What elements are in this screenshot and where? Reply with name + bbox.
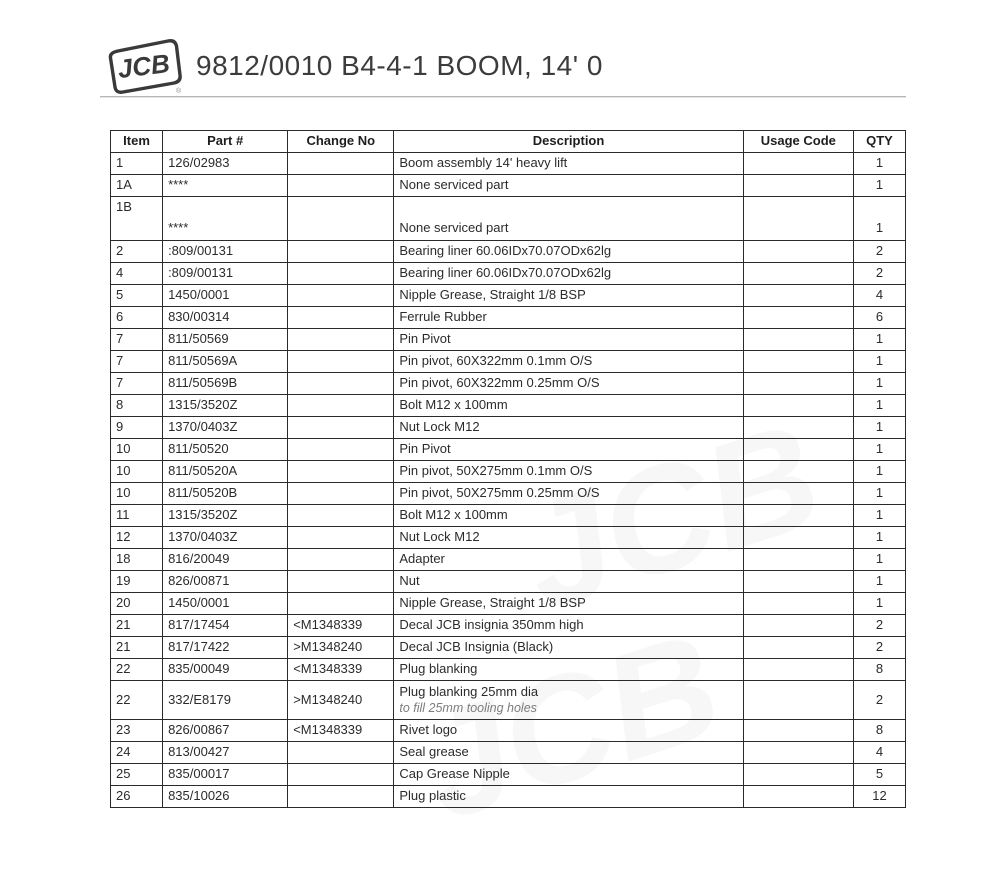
table-row bbox=[111, 351, 906, 373]
table-row bbox=[111, 786, 906, 808]
table-row bbox=[111, 549, 906, 571]
cell-qty: 12 bbox=[853, 786, 905, 808]
page-header bbox=[106, 38, 603, 94]
cell-usage-code bbox=[743, 786, 853, 808]
cell-description: Pin pivot, 60X322mm 0.1mm O/S bbox=[394, 351, 743, 373]
column-header-part: Part # bbox=[163, 131, 288, 153]
cell-part-number: 1370/0403Z bbox=[163, 417, 288, 439]
cell-description: Adapter bbox=[394, 549, 743, 571]
cell-usage-code bbox=[743, 720, 853, 742]
cell-qty: 4 bbox=[853, 285, 905, 307]
cell-part-number: 826/00871 bbox=[163, 571, 288, 593]
cell-qty: 1 bbox=[853, 571, 905, 593]
cell-qty: 8 bbox=[853, 720, 905, 742]
cell-part-number: 813/00427 bbox=[163, 742, 288, 764]
cell-description: Nut Lock M12 bbox=[394, 527, 743, 549]
cell-change-no bbox=[288, 549, 394, 571]
cell-part-number: **** bbox=[163, 175, 288, 197]
cell-usage-code bbox=[743, 637, 853, 659]
cell-qty: 1 bbox=[853, 593, 905, 615]
parts-table-body bbox=[111, 153, 906, 808]
cell-qty: 1 bbox=[853, 549, 905, 571]
column-header-description: Description bbox=[394, 131, 743, 153]
table-row bbox=[111, 329, 906, 351]
cell-part-number: 126/02983 bbox=[163, 153, 288, 175]
cell-change-no bbox=[288, 461, 394, 483]
cell-item: 1A bbox=[111, 175, 163, 197]
cell-qty: 1 bbox=[853, 417, 905, 439]
cell-item: 10 bbox=[111, 439, 163, 461]
cell-usage-code bbox=[743, 593, 853, 615]
cell-item: 21 bbox=[111, 637, 163, 659]
cell-part-number: 1315/3520Z bbox=[163, 505, 288, 527]
cell-qty: 1 bbox=[853, 395, 905, 417]
cell-item: 22 bbox=[111, 659, 163, 681]
cell-item: 23 bbox=[111, 720, 163, 742]
cell-description: Pin pivot, 50X275mm 0.1mm O/S bbox=[394, 461, 743, 483]
cell-item: 11 bbox=[111, 505, 163, 527]
table-row bbox=[111, 263, 906, 285]
cell-change-no bbox=[288, 153, 394, 175]
cell-qty: 1 bbox=[853, 527, 905, 549]
cell-description: Seal grease bbox=[394, 742, 743, 764]
cell-item: 10 bbox=[111, 483, 163, 505]
cell-change-no bbox=[288, 285, 394, 307]
cell-item: 8 bbox=[111, 395, 163, 417]
cell-part-number: 835/10026 bbox=[163, 786, 288, 808]
cell-item: 26 bbox=[111, 786, 163, 808]
cell-item: 7 bbox=[111, 351, 163, 373]
table-row bbox=[111, 153, 906, 175]
table-row bbox=[111, 241, 906, 263]
cell-item: 24 bbox=[111, 742, 163, 764]
cell-description: Pin Pivot bbox=[394, 329, 743, 351]
cell-description: Bolt M12 x 100mm bbox=[394, 505, 743, 527]
column-header-qty: QTY bbox=[853, 131, 905, 153]
cell-qty: 1 bbox=[853, 153, 905, 175]
cell-part-number: 816/20049 bbox=[163, 549, 288, 571]
cell-change-no: >M1348240 bbox=[288, 637, 394, 659]
table-row bbox=[111, 593, 906, 615]
cell-usage-code bbox=[743, 505, 853, 527]
cell-item: 7 bbox=[111, 373, 163, 395]
cell-description: Nipple Grease, Straight 1/8 BSP bbox=[394, 285, 743, 307]
table-row bbox=[111, 285, 906, 307]
cell-usage-code bbox=[743, 461, 853, 483]
cell-usage-code bbox=[743, 764, 853, 786]
cell-item: 1B bbox=[111, 197, 163, 241]
table-row bbox=[111, 483, 906, 505]
cell-usage-code bbox=[743, 742, 853, 764]
cell-usage-code bbox=[743, 681, 853, 720]
description-note: to fill 25mm tooling holes bbox=[399, 700, 537, 715]
cell-usage-code bbox=[743, 153, 853, 175]
cell-description: None serviced part bbox=[394, 197, 743, 241]
cell-part-number: 1315/3520Z bbox=[163, 395, 288, 417]
cell-description: None serviced part bbox=[394, 175, 743, 197]
cell-qty: 2 bbox=[853, 241, 905, 263]
cell-qty: 1 bbox=[853, 505, 905, 527]
cell-part-number: 811/50520 bbox=[163, 439, 288, 461]
cell-part-number: 811/50520B bbox=[163, 483, 288, 505]
table-row bbox=[111, 742, 906, 764]
cell-description: Boom assembly 14' heavy lift bbox=[394, 153, 743, 175]
cell-usage-code bbox=[743, 307, 853, 329]
cell-item: 18 bbox=[111, 549, 163, 571]
cell-part-number: 1450/0001 bbox=[163, 285, 288, 307]
cell-change-no bbox=[288, 505, 394, 527]
cell-part-number: 817/17454 bbox=[163, 615, 288, 637]
cell-change-no bbox=[288, 764, 394, 786]
cell-qty: 6 bbox=[853, 307, 905, 329]
cell-item: 25 bbox=[111, 764, 163, 786]
table-row bbox=[111, 197, 906, 241]
cell-item: 19 bbox=[111, 571, 163, 593]
cell-usage-code bbox=[743, 263, 853, 285]
cell-usage-code bbox=[743, 439, 853, 461]
cell-usage-code bbox=[743, 615, 853, 637]
cell-part-number: 835/00049 bbox=[163, 659, 288, 681]
cell-item: 12 bbox=[111, 527, 163, 549]
cell-description: Nut Lock M12 bbox=[394, 417, 743, 439]
cell-part-number: 811/50520A bbox=[163, 461, 288, 483]
table-row bbox=[111, 659, 906, 681]
cell-description: Bearing liner 60.06IDx70.07ODx62lg bbox=[394, 263, 743, 285]
cell-part-number: 811/50569A bbox=[163, 351, 288, 373]
table-row bbox=[111, 615, 906, 637]
cell-usage-code bbox=[743, 549, 853, 571]
cell-part-number: 332/E8179 bbox=[163, 681, 288, 720]
cell-part-number: :809/00131 bbox=[163, 263, 288, 285]
cell-usage-code bbox=[743, 571, 853, 593]
cell-qty: 1 bbox=[853, 373, 905, 395]
cell-usage-code bbox=[743, 329, 853, 351]
table-row bbox=[111, 461, 906, 483]
cell-change-no bbox=[288, 175, 394, 197]
table-row bbox=[111, 373, 906, 395]
cell-usage-code bbox=[743, 351, 853, 373]
table-row bbox=[111, 527, 906, 549]
table-row bbox=[111, 439, 906, 461]
cell-change-no bbox=[288, 307, 394, 329]
cell-part-number: 811/50569 bbox=[163, 329, 288, 351]
column-header-item: Item bbox=[111, 131, 163, 153]
cell-description: Pin Pivot bbox=[394, 439, 743, 461]
cell-item: 1 bbox=[111, 153, 163, 175]
cell-part-number: 826/00867 bbox=[163, 720, 288, 742]
cell-item: 20 bbox=[111, 593, 163, 615]
table-row bbox=[111, 175, 906, 197]
cell-usage-code bbox=[743, 395, 853, 417]
cell-usage-code bbox=[743, 527, 853, 549]
cell-qty: 1 bbox=[853, 329, 905, 351]
cell-change-no bbox=[288, 786, 394, 808]
cell-qty: 1 bbox=[853, 461, 905, 483]
cell-item: 6 bbox=[111, 307, 163, 329]
table-row bbox=[111, 505, 906, 527]
cell-qty: 2 bbox=[853, 681, 905, 720]
cell-qty: 1 bbox=[853, 483, 905, 505]
cell-item: 4 bbox=[111, 263, 163, 285]
cell-change-no bbox=[288, 263, 394, 285]
table-row bbox=[111, 417, 906, 439]
cell-usage-code bbox=[743, 417, 853, 439]
cell-part-number: 835/00017 bbox=[163, 764, 288, 786]
cell-description: Plug blanking bbox=[394, 659, 743, 681]
cell-qty: 2 bbox=[853, 637, 905, 659]
cell-change-no bbox=[288, 417, 394, 439]
cell-description: Nut bbox=[394, 571, 743, 593]
cell-item: 9 bbox=[111, 417, 163, 439]
column-header-change-no: Change No bbox=[288, 131, 394, 153]
cell-usage-code bbox=[743, 197, 853, 241]
cell-description: Pin pivot, 50X275mm 0.25mm O/S bbox=[394, 483, 743, 505]
cell-description: Bearing liner 60.06IDx70.07ODx62lg bbox=[394, 241, 743, 263]
cell-description: Nipple Grease, Straight 1/8 BSP bbox=[394, 593, 743, 615]
cell-qty: 1 bbox=[853, 439, 905, 461]
table-row bbox=[111, 307, 906, 329]
svg-text:JCB: JCB bbox=[116, 47, 172, 85]
cell-item: 22 bbox=[111, 681, 163, 720]
cell-change-no: <M1348339 bbox=[288, 659, 394, 681]
cell-change-no bbox=[288, 593, 394, 615]
cell-description: Decal JCB Insignia (Black) bbox=[394, 637, 743, 659]
cell-change-no bbox=[288, 483, 394, 505]
cell-usage-code bbox=[743, 483, 853, 505]
cell-item: 5 bbox=[111, 285, 163, 307]
cell-usage-code bbox=[743, 175, 853, 197]
cell-qty: 2 bbox=[853, 263, 905, 285]
cell-change-no bbox=[288, 351, 394, 373]
table-row bbox=[111, 764, 906, 786]
cell-change-no bbox=[288, 742, 394, 764]
cell-part-number: 1370/0403Z bbox=[163, 527, 288, 549]
header-divider bbox=[100, 96, 906, 98]
table-row bbox=[111, 681, 906, 720]
cell-description: Plug blanking 25mm dia to fill 25mm tooling holes bbox=[394, 681, 743, 720]
cell-qty: 5 bbox=[853, 764, 905, 786]
table-row bbox=[111, 395, 906, 417]
cell-item: 2 bbox=[111, 241, 163, 263]
cell-qty: 1 bbox=[853, 175, 905, 197]
cell-description: Bolt M12 x 100mm bbox=[394, 395, 743, 417]
cell-part-number: :809/00131 bbox=[163, 241, 288, 263]
table-row bbox=[111, 720, 906, 742]
cell-change-no: <M1348339 bbox=[288, 615, 394, 637]
cell-change-no bbox=[288, 395, 394, 417]
registered-mark: ® bbox=[176, 88, 182, 94]
cell-qty: 2 bbox=[853, 615, 905, 637]
cell-change-no bbox=[288, 527, 394, 549]
parts-table-header bbox=[111, 131, 906, 153]
cell-item: 10 bbox=[111, 461, 163, 483]
cell-description: Cap Grease Nipple bbox=[394, 764, 743, 786]
cell-change-no bbox=[288, 241, 394, 263]
table-row bbox=[111, 571, 906, 593]
cell-usage-code bbox=[743, 285, 853, 307]
page-title: 9812/0010 B4-4-1 BOOM, 14' 0 bbox=[196, 50, 603, 81]
cell-usage-code bbox=[743, 373, 853, 395]
header-row bbox=[111, 131, 906, 153]
cell-item: 21 bbox=[111, 615, 163, 637]
jcb-logo-icon bbox=[106, 38, 182, 94]
cell-description: Ferrule Rubber bbox=[394, 307, 743, 329]
cell-usage-code bbox=[743, 659, 853, 681]
cell-description: Plug plastic bbox=[394, 786, 743, 808]
cell-description: Rivet logo bbox=[394, 720, 743, 742]
cell-qty: 4 bbox=[853, 742, 905, 764]
cell-description: Pin pivot, 60X322mm 0.25mm O/S bbox=[394, 373, 743, 395]
cell-change-no bbox=[288, 571, 394, 593]
cell-description: Decal JCB insignia 350mm high bbox=[394, 615, 743, 637]
cell-usage-code bbox=[743, 241, 853, 263]
cell-change-no bbox=[288, 373, 394, 395]
cell-change-no bbox=[288, 439, 394, 461]
cell-change-no bbox=[288, 329, 394, 351]
cell-part-number: 817/17422 bbox=[163, 637, 288, 659]
cell-part-number: 830/00314 bbox=[163, 307, 288, 329]
cell-qty: 1 bbox=[853, 197, 905, 241]
cell-part-number: 1450/0001 bbox=[163, 593, 288, 615]
cell-change-no bbox=[288, 197, 394, 241]
cell-part-number: 811/50569B bbox=[163, 373, 288, 395]
parts-table bbox=[110, 130, 906, 808]
cell-qty: 1 bbox=[853, 351, 905, 373]
column-header-usage-code: Usage Code bbox=[743, 131, 853, 153]
table-row bbox=[111, 637, 906, 659]
cell-change-no: >M1348240 bbox=[288, 681, 394, 720]
cell-qty: 8 bbox=[853, 659, 905, 681]
cell-change-no: <M1348339 bbox=[288, 720, 394, 742]
cell-item: 7 bbox=[111, 329, 163, 351]
cell-part-number: **** bbox=[163, 197, 288, 241]
